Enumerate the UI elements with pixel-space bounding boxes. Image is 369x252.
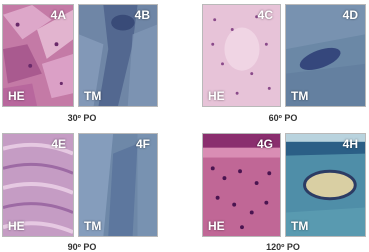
panel-label: 4C <box>257 8 273 22</box>
micrograph-4a <box>2 4 74 107</box>
stain-label: TM <box>84 219 102 233</box>
stain-label: TM <box>84 89 102 103</box>
stain-label: TM <box>291 219 309 233</box>
micrograph-4h <box>285 133 366 237</box>
stain-label: HE <box>8 89 25 103</box>
panel-label: 4G <box>256 137 273 151</box>
caption-120-po: 120º PO <box>266 242 300 252</box>
panel-label: 4B <box>134 8 150 22</box>
micrograph-4f <box>78 133 158 237</box>
panel-label: 4D <box>342 8 358 22</box>
stain-label: HE <box>208 89 225 103</box>
panel-label: 4H <box>342 137 358 151</box>
panel-label: 4F <box>135 137 150 151</box>
caption-90-po: 90º PO <box>67 242 97 252</box>
micrograph-4b <box>78 4 158 107</box>
micrograph-4g <box>202 133 281 237</box>
stain-label: TM <box>291 89 309 103</box>
panel-label: 4A <box>50 8 66 22</box>
caption-60-po: 60º PO <box>268 113 298 123</box>
stain-label: HE <box>8 219 25 233</box>
micrograph-4c <box>202 4 281 107</box>
stain-label: HE <box>208 219 225 233</box>
micrograph-4d <box>285 4 366 107</box>
caption-30-po: 30º PO <box>67 113 97 123</box>
micrograph-4e <box>2 133 74 237</box>
panel-label: 4E <box>51 137 66 151</box>
